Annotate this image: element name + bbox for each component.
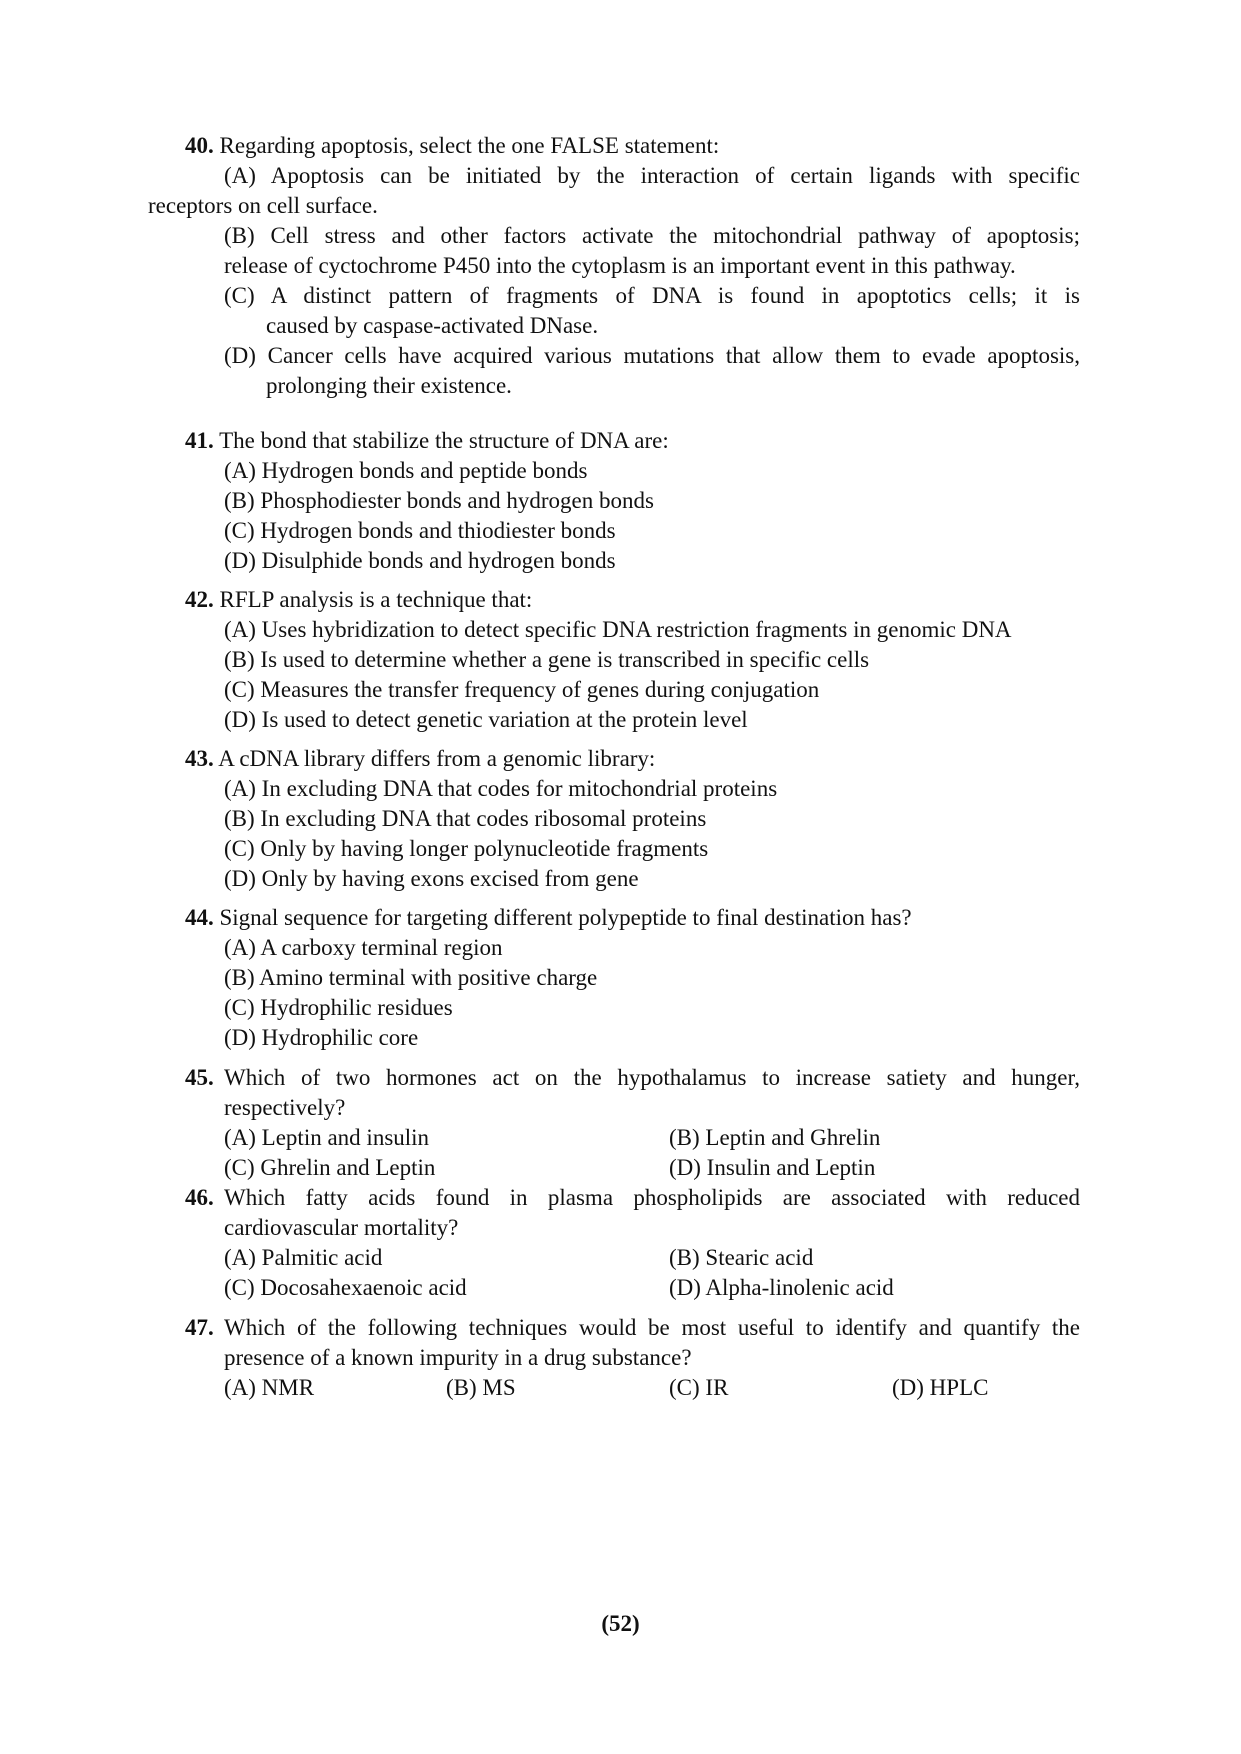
question-stem <box>185 427 669 455</box>
question-text-line2: presence of a known impurity in a drug substance? <box>224 1345 692 1370</box>
option-a: (A) Uses hybridization to detect specific DNA restriction fragments in genomic DNA <box>224 617 1012 642</box>
option-b: (B) In excluding DNA that codes ribosomal proteins <box>224 806 707 831</box>
option-c: (C) IR <box>669 1375 729 1400</box>
option-b: (B) MS <box>446 1375 516 1400</box>
question-text-line2: cardiovascular mortality? <box>224 1215 459 1240</box>
option-a: (A) Palmitic acid <box>224 1245 383 1270</box>
option-d: (D) Insulin and Leptin <box>669 1155 876 1180</box>
option-c: (C) Docosahexaenoic acid <box>224 1275 467 1300</box>
question-text-line2: respectively? <box>224 1095 346 1120</box>
option-a: (A) A carboxy terminal region <box>224 935 503 960</box>
question-number: 43. <box>185 746 214 771</box>
option-b: (B) Leptin and Ghrelin <box>669 1125 881 1150</box>
option-b: (B) Phosphodiester bonds and hydrogen bonds <box>224 488 654 513</box>
question-number: 40. <box>185 133 214 158</box>
option-a-line1: (A) Apoptosis can be initiated by the interaction of certain ligands with specific <box>224 163 1080 188</box>
option-d: (D) HPLC <box>892 1375 989 1400</box>
option-d-line2: prolonging their existence. <box>266 373 512 398</box>
option-a-line2: receptors on cell surface. <box>148 193 378 218</box>
option-b: (B) Is used to determine whether a gene is transcribed in specific cells <box>224 647 870 672</box>
option-d-line1: (D) Cancer cells have acquired various mutations that allow them to evade apoptosis, <box>224 343 1080 368</box>
question-text-line1: Which fatty acids found in plasma phospholipids are associated with reduced <box>224 1185 1080 1210</box>
question-stem <box>185 132 719 160</box>
option-c: (C) Measures the transfer frequency of genes during conjugation <box>224 677 820 702</box>
question-text: Signal sequence for targeting different polypeptide to final destination has? <box>219 905 912 930</box>
option-c: (C) Only by having longer polynucleotide fragments <box>224 836 709 861</box>
option-d: (D) Disulphide bonds and hydrogen bonds <box>224 548 616 573</box>
option-a: (A) Hydrogen bonds and peptide bonds <box>224 458 588 483</box>
question-number: 45. <box>185 1065 214 1090</box>
option-d: (D) Alpha-linolenic acid <box>669 1275 894 1300</box>
option-a: (A) Leptin and insulin <box>224 1125 430 1150</box>
option-c-line1: (C) A distinct pattern of fragments of DNA is found in apoptotics cells; it is <box>224 283 1080 308</box>
page-number: (52) <box>601 1611 640 1636</box>
option-a: (A) NMR <box>224 1375 315 1400</box>
option-c: (C) Hydrogen bonds and thiodiester bonds <box>224 518 616 543</box>
option-b: (B) Amino terminal with positive charge <box>224 965 598 990</box>
question-text: The bond that stabilize the structure of DNA are: <box>219 428 669 453</box>
question-number: 41. <box>185 428 214 453</box>
question-stem <box>185 745 655 773</box>
option-b-line1: (B) Cell stress and other factors activate the mitochondrial pathway of apoptosis; <box>224 223 1080 248</box>
option-d: (D) Hydrophilic core <box>224 1025 419 1050</box>
question-stem <box>185 904 912 932</box>
question-stem <box>185 586 532 614</box>
option-d: (D) Is used to detect genetic variation at the protein level <box>224 707 748 732</box>
question-text-line1: Which of the following techniques would be most useful to identify and quantify the <box>224 1315 1080 1340</box>
question-number: 42. <box>185 587 214 612</box>
question-text: Regarding apoptosis, select the one FALSE statement: <box>219 133 720 158</box>
question-text: A cDNA library differs from a genomic library: <box>218 746 656 771</box>
option-a: (A) In excluding DNA that codes for mitochondrial proteins <box>224 776 778 801</box>
question-number: 47. <box>185 1315 214 1340</box>
option-c: (C) Ghrelin and Leptin <box>224 1155 436 1180</box>
option-d: (D) Only by having exons excised from gene <box>224 866 639 891</box>
option-c: (C) Hydrophilic residues <box>224 995 453 1020</box>
option-b: (B) Stearic acid <box>669 1245 814 1270</box>
option-c-line2: caused by caspase-activated DNase. <box>266 313 599 338</box>
question-text: RFLP analysis is a technique that: <box>219 587 533 612</box>
option-b-line2: release of cyctochrome P450 into the cytoplasm is an important event in this pathway. <box>224 253 1016 278</box>
question-number: 44. <box>185 905 214 930</box>
question-text-line1: Which of two hormones act on the hypothalamus to increase satiety and hunger, <box>224 1065 1080 1090</box>
question-number: 46. <box>185 1185 214 1210</box>
